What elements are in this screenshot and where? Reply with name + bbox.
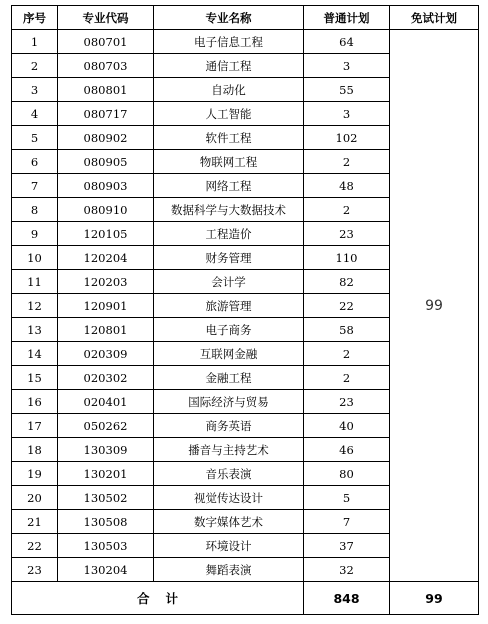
row-general-plan: 3 xyxy=(304,54,390,78)
row-major-name: 通信工程 xyxy=(154,54,304,78)
row-seq: 12 xyxy=(12,294,58,318)
row-general-plan: 32 xyxy=(304,558,390,582)
header-row xyxy=(12,6,479,30)
row-general-plan: 37 xyxy=(304,534,390,558)
row-seq: 22 xyxy=(12,534,58,558)
row-major-name: 互联网金融 xyxy=(154,342,304,366)
row-seq: 13 xyxy=(12,318,58,342)
header-general-plan: 普通计划 xyxy=(304,6,390,30)
row-seq: 21 xyxy=(12,510,58,534)
row-major-name: 财务管理 xyxy=(154,246,304,270)
row-general-plan: 3 xyxy=(304,102,390,126)
row-major-name: 网络工程 xyxy=(154,174,304,198)
row-general-plan: 64 xyxy=(304,30,390,54)
header-seq: 序号 xyxy=(12,6,58,30)
row-major-name: 自动化 xyxy=(154,78,304,102)
row-major-name: 环境设计 xyxy=(154,534,304,558)
enrollment-plan-table xyxy=(11,5,479,615)
row-general-plan: 7 xyxy=(304,510,390,534)
row-seq: 18 xyxy=(12,438,58,462)
row-code: 020309 xyxy=(58,342,154,366)
row-major-name: 物联网工程 xyxy=(154,150,304,174)
row-general-plan: 110 xyxy=(304,246,390,270)
row-seq: 6 xyxy=(12,150,58,174)
row-general-plan: 58 xyxy=(304,318,390,342)
row-code: 120203 xyxy=(58,270,154,294)
row-major-name: 播音与主持艺术 xyxy=(154,438,304,462)
row-seq: 16 xyxy=(12,390,58,414)
row-major-name: 数据科学与大数据技术 xyxy=(154,198,304,222)
row-code: 080717 xyxy=(58,102,154,126)
row-general-plan: 2 xyxy=(304,150,390,174)
row-code: 120901 xyxy=(58,294,154,318)
row-major-name: 音乐表演 xyxy=(154,462,304,486)
row-code: 130508 xyxy=(58,510,154,534)
row-major-name: 软件工程 xyxy=(154,126,304,150)
table-body xyxy=(12,30,479,615)
row-code: 080801 xyxy=(58,78,154,102)
row-code: 050262 xyxy=(58,414,154,438)
row-seq: 20 xyxy=(12,486,58,510)
header-code: 专业代码 xyxy=(58,6,154,30)
row-seq: 4 xyxy=(12,102,58,126)
row-general-plan: 2 xyxy=(304,366,390,390)
row-seq: 2 xyxy=(12,54,58,78)
row-seq: 10 xyxy=(12,246,58,270)
row-major-name: 会计学 xyxy=(154,270,304,294)
total-exempt: 99 xyxy=(390,582,479,615)
row-seq: 17 xyxy=(12,414,58,438)
row-general-plan: 55 xyxy=(304,78,390,102)
row-general-plan: 82 xyxy=(304,270,390,294)
row-seq: 5 xyxy=(12,126,58,150)
row-seq: 3 xyxy=(12,78,58,102)
row-major-name: 商务英语 xyxy=(154,414,304,438)
header-exempt-plan: 免试计划 xyxy=(390,6,479,30)
row-general-plan: 102 xyxy=(304,126,390,150)
row-code: 120801 xyxy=(58,318,154,342)
row-code: 130201 xyxy=(58,462,154,486)
row-code: 120204 xyxy=(58,246,154,270)
row-major-name: 舞蹈表演 xyxy=(154,558,304,582)
row-general-plan: 23 xyxy=(304,222,390,246)
row-code: 130309 xyxy=(58,438,154,462)
row-code: 080905 xyxy=(58,150,154,174)
row-seq: 7 xyxy=(12,174,58,198)
row-seq: 11 xyxy=(12,270,58,294)
exempt-plan-value: 99 xyxy=(390,30,479,582)
row-seq: 8 xyxy=(12,198,58,222)
row-code: 080902 xyxy=(58,126,154,150)
row-general-plan: 48 xyxy=(304,174,390,198)
row-code: 080701 xyxy=(58,30,154,54)
table-row xyxy=(12,30,479,54)
row-major-name: 旅游管理 xyxy=(154,294,304,318)
row-code: 020401 xyxy=(58,390,154,414)
row-code: 020302 xyxy=(58,366,154,390)
row-general-plan: 46 xyxy=(304,438,390,462)
row-major-name: 电子商务 xyxy=(154,318,304,342)
row-major-name: 金融工程 xyxy=(154,366,304,390)
row-general-plan: 2 xyxy=(304,342,390,366)
row-seq: 23 xyxy=(12,558,58,582)
row-major-name: 工程造价 xyxy=(154,222,304,246)
row-code: 120105 xyxy=(58,222,154,246)
total-general: 848 xyxy=(304,582,390,615)
total-label: 合计 xyxy=(12,582,304,615)
row-general-plan: 80 xyxy=(304,462,390,486)
row-code: 130502 xyxy=(58,486,154,510)
row-code: 080903 xyxy=(58,174,154,198)
row-code: 130503 xyxy=(58,534,154,558)
header-name: 专业名称 xyxy=(154,6,304,30)
row-major-name: 数字媒体艺术 xyxy=(154,510,304,534)
row-major-name: 视觉传达设计 xyxy=(154,486,304,510)
row-general-plan: 40 xyxy=(304,414,390,438)
row-seq: 14 xyxy=(12,342,58,366)
row-general-plan: 2 xyxy=(304,198,390,222)
row-code: 080703 xyxy=(58,54,154,78)
row-major-name: 国际经济与贸易 xyxy=(154,390,304,414)
row-major-name: 电子信息工程 xyxy=(154,30,304,54)
total-row xyxy=(12,582,479,615)
row-seq: 1 xyxy=(12,30,58,54)
row-general-plan: 22 xyxy=(304,294,390,318)
row-general-plan: 5 xyxy=(304,486,390,510)
row-seq: 9 xyxy=(12,222,58,246)
row-code: 130204 xyxy=(58,558,154,582)
row-seq: 19 xyxy=(12,462,58,486)
row-major-name: 人工智能 xyxy=(154,102,304,126)
row-seq: 15 xyxy=(12,366,58,390)
row-code: 080910 xyxy=(58,198,154,222)
row-general-plan: 23 xyxy=(304,390,390,414)
